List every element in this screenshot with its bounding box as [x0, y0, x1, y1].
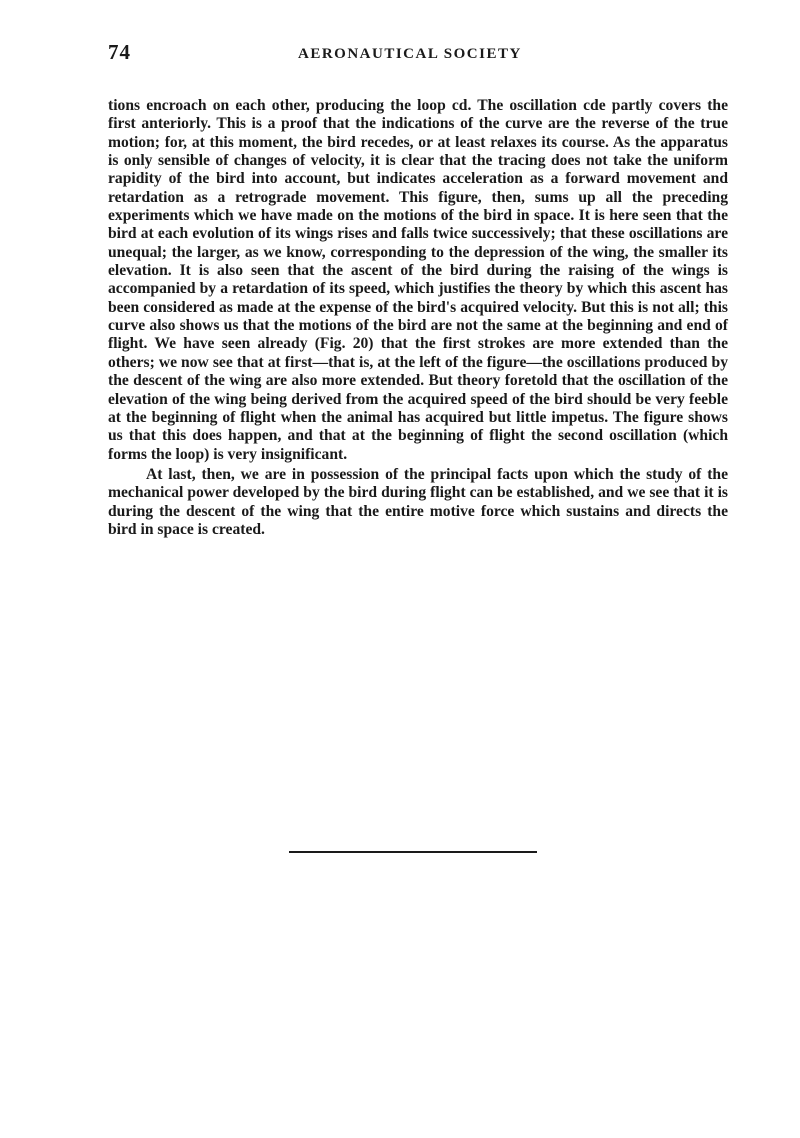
body-text [108, 97, 728, 539]
page-number: 74 [108, 40, 131, 64]
paragraph-1: tions encroach on each other, producing the loop cd. The oscillation cde partly covers the first anteriorly. This is a proof that the indications of the curve are the reverse of the true motion; for, at this moment, the bird recedes, or at least relaxes its course. As the apparatus is only sensible of changes of velocity, it is clear that the tracing does not take the uniform rapidity of the bird into account, but indicates acceleration as a forward movement and retardation as a retrograde movement. This figure, then, sums up all the preceding experiments which we have made on the motions of the bird in space. It is here seen that the bird at each evolution of its wings rises and falls twice successively; that these oscillations are unequal; the larger, as we know, corresponding to the depression of the wing, the smaller its elevation. It is also seen that the ascent of the bird during the raising of the wings is accompanied by a retardation of its speed, which justifies the theory by which this ascent has been considered as made at the expense of the bird's acquired velocity. But this is not all; this curve also shows us that the motions of the bird are not the same at the beginning and end of flight. We have seen already (Fig. 20) that the first strokes are more extended than the others; we now see that at first—that is, at the left of the figure—the oscillations produced by the descent of the wing are also more extended. But theory foretold that the oscillation of the elevation of the wing being derived from the acquired speed of the bird should be very feeble at the beginning of flight when the animal has acquired but little impetus. The figure shows us that this does happen, and that at the beginning of flight the second oscillation (which forms the loop) is very insignificant. [108, 97, 728, 463]
page-header [108, 40, 728, 70]
running-head: AERONAUTICAL SOCIETY [298, 46, 522, 62]
paragraph-2: At last, then, we are in possession of the principal facts upon which the study of the mechanical power developed by the bird during flight can be established, and we see that it is during the descent of the wing that the entire motive force which sustains and directs the bird in space is created. [108, 465, 728, 538]
section-end-rule [289, 851, 537, 853]
